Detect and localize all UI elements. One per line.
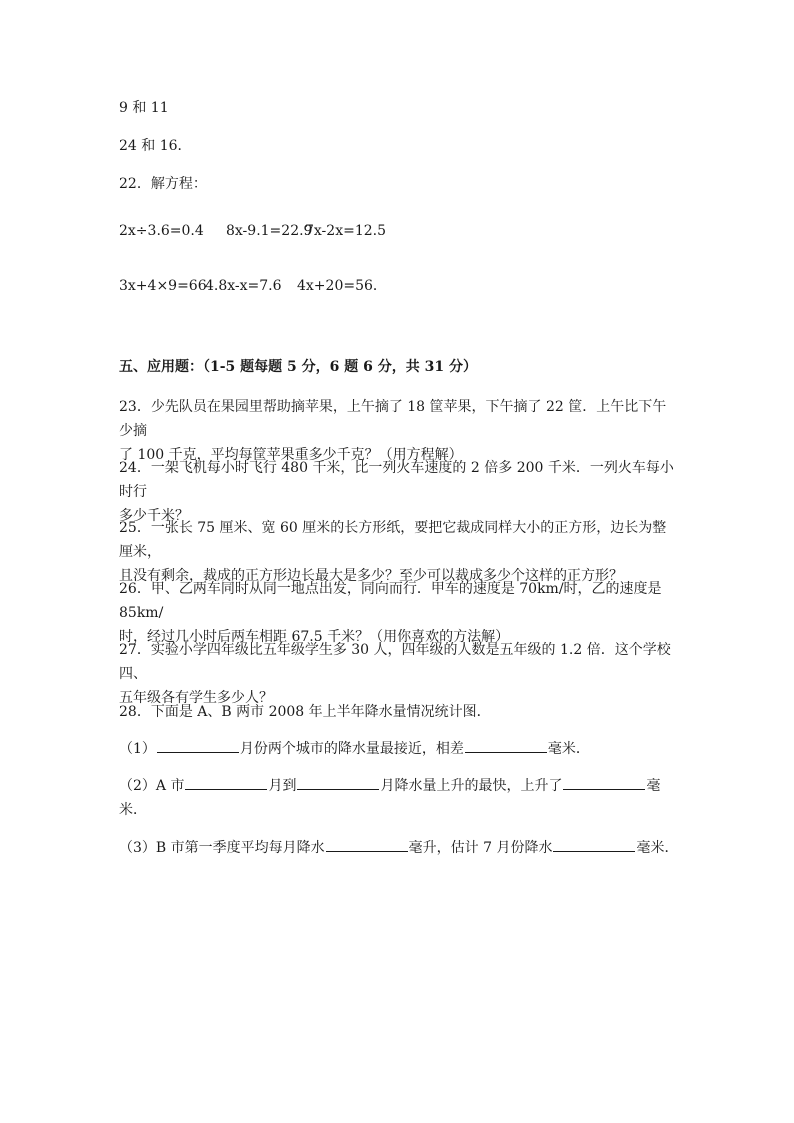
sub-text: 毫米． [547, 741, 590, 757]
question-27-line-2: 五年级各有学生多少人？ [119, 690, 273, 706]
number-pair-2: 24 和 16． [119, 138, 192, 154]
sub-text: 毫 [646, 778, 661, 794]
question-25-line-2: 且没有剩余，裁成的正方形边长最大是多少？至少可以裁成多少个这样的正方形？ [119, 568, 623, 584]
equation: 4x+20=56． [297, 278, 387, 294]
sub-label: （1） [119, 741, 156, 757]
q28-title: 28．下面是 A、B 两市 2008 年上半年降水量情况统计图． [119, 704, 491, 720]
question-27 [119, 638, 679, 710]
sub-text: 毫升，估计 7 月份降水 [408, 840, 553, 856]
sub-text: 月到 [268, 778, 297, 794]
question-27-line-1: 27．实验小学四年级比五年级学生多 30 人，四年级的人数是五年级的 1.2 倍．这个学校四、 [119, 642, 671, 682]
question-24-line-1: 24．一架飞机每小时飞行 480 千米，比一列火车速度的 2 倍多 200 千米．一列火车每小时行 [119, 460, 674, 500]
answer-blank[interactable] [563, 775, 645, 790]
sub-label: （2）A 市 [119, 778, 185, 794]
question-25-line-1: 25．一张长 75 厘米、宽 60 厘米的长方形纸，要把它裁成同样大小的正方形，边长为整厘米， [119, 520, 667, 560]
question-26-line-1: 26．甲、乙两车同时从同一地点出发，同向而行．甲车的速度是 70km/时，乙的速度是 85km/ [119, 581, 662, 621]
answer-blank[interactable] [297, 775, 379, 790]
equation: 7x-2x=12.5 [305, 223, 386, 239]
q22-equations-row-1 [119, 221, 386, 241]
equation: 8x-9.1=22.9 [226, 223, 313, 239]
question-23-line-1: 23．少先队员在果园里帮助摘苹果，上午摘了 18 筐苹果，下午摘了 22 筐．上午比下午少摘 [119, 399, 667, 439]
equation: 3x+4×9=66 [119, 278, 207, 294]
sub-text: 毫米． [636, 840, 679, 856]
question-26-line-2: 时，经过几小时后两车相距 67.5 千米？（用你喜欢的方法解） [119, 629, 510, 645]
sub-text: 米． [119, 802, 147, 818]
answer-blank[interactable] [465, 738, 547, 753]
number-pair-1: 9 和 11 [119, 100, 169, 116]
q28-sub-2 [119, 774, 679, 822]
question-24-line-2: 多少千米？ [119, 508, 189, 524]
sub-label: （3）B 市第一季度平均每月降水 [119, 840, 325, 856]
answer-blank[interactable] [326, 837, 408, 852]
sub-text: 月降水量上升的最快，上升了 [380, 778, 563, 794]
q22-equations-row-2 [119, 276, 387, 296]
answer-blank[interactable] [157, 738, 239, 753]
equation: 2x÷3.6=0.4 [119, 223, 204, 239]
answer-blank[interactable] [553, 837, 635, 852]
question-23-line-2: 了 100 千克，平均每筐苹果重多少千克？（用方程解） [119, 447, 463, 463]
q28-sub-1 [119, 738, 590, 759]
section-5-title: 五、应用题：（1-5 题每题 5 分，6 题 6 分，共 31 分） [119, 359, 477, 375]
q28-sub-3 [119, 837, 678, 858]
answer-blank[interactable] [185, 775, 267, 790]
equation: 4.8x-x=7.6 [205, 278, 282, 294]
q22-title: 22．解方程： [119, 176, 207, 192]
sub-text: 月份两个城市的降水量最接近，相差 [239, 741, 464, 757]
